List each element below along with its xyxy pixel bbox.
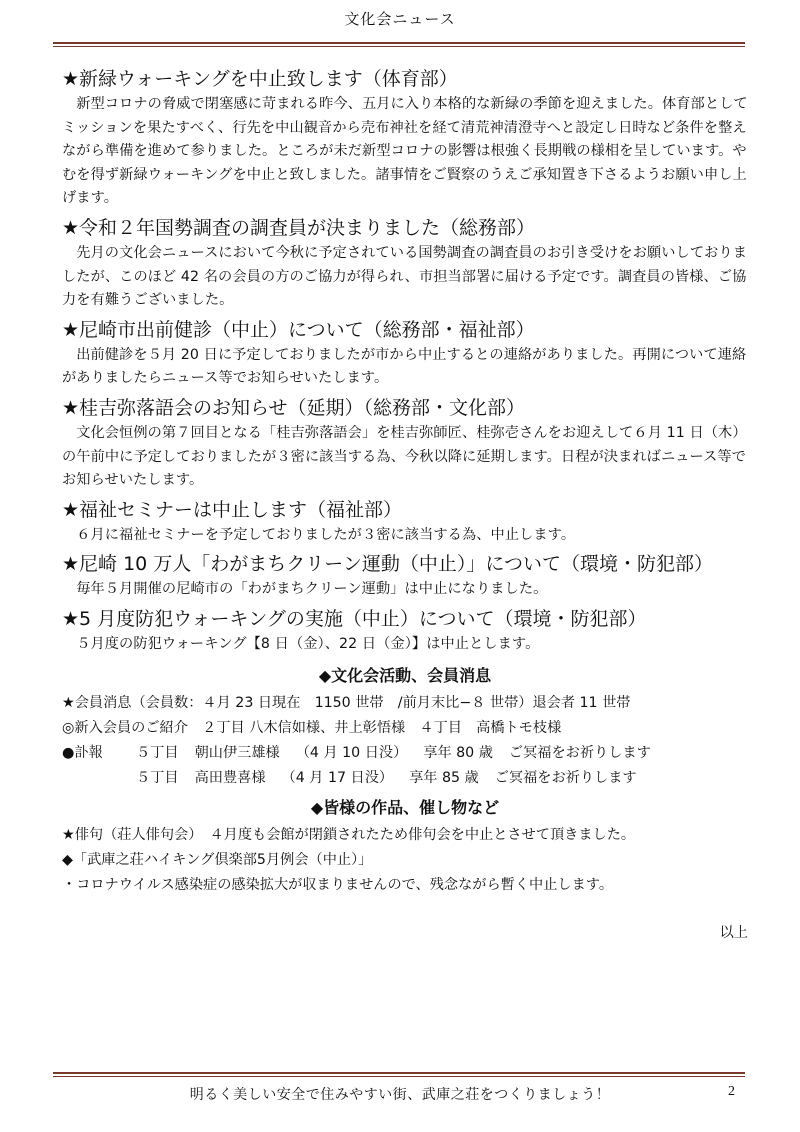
page-number: 2 bbox=[728, 1084, 735, 1099]
newsletter-title: 文化会ニュース bbox=[344, 10, 456, 28]
header-rule bbox=[53, 42, 745, 47]
obituary-age: 享年 85 歳 bbox=[409, 769, 479, 786]
section-health-check bbox=[62, 317, 748, 391]
section-census bbox=[62, 215, 748, 313]
section-body: 出前健診を５月 20 日に予定しておりましたが市から中止するとの連絡がありました。再開について連絡がありましたらニュース等でお知らせいたします。 bbox=[62, 346, 747, 387]
section-title: ★5 月度防犯ウォーキングの実施（中止）について（環境・防犯部） bbox=[62, 607, 647, 630]
obituary-block: ５丁目 bbox=[136, 769, 179, 786]
obituary-date: （4 月 10 日没） bbox=[295, 744, 408, 761]
hiking-notice: ・コロナウイルス感染症の感染拡大が収まりませんので、残念ながら暫く中止します。 bbox=[62, 876, 614, 893]
hiking-title: ◆「武庫之荘ハイキング倶楽部5月例会（中止）」 bbox=[62, 851, 373, 868]
section-title: ★福祉セミナーは中止します（福祉部） bbox=[62, 498, 403, 521]
haiku-notice: ★俳句（荘人俳句会） ４月度も会館が閉鎖されたため俳句会を中止とさせて頂きました。 bbox=[62, 826, 636, 843]
section-body: 毎年５月開催の尼崎市の「わがまちクリーン運動」は中止になりました。 bbox=[76, 581, 548, 598]
section-patrol-walking bbox=[62, 606, 748, 657]
membership-status: ★会員消息（会員数：４月 23 日現在 1150 世帯 /前月末比−８ 世帯）退会者 11 世帯 bbox=[62, 694, 631, 711]
activities-heading: ◆文化会活動、会員消息 bbox=[318, 665, 492, 685]
section-body: 先月の文化会ニュースにおいて今秋に予定されている国勢調査の調査員のお引き受けをお願いしておりましたが、このほど 42 名の会員の方のご協力が得られ、市担当部署に届ける予定です。調査員の皆様、ご協力を有難うございました。 bbox=[62, 244, 747, 309]
section-title: ★尼崎市出前健診（中止）について（総務部・福祉部） bbox=[62, 318, 535, 341]
obituary-prayer: ご冥福をお祈りします bbox=[494, 769, 637, 786]
obituary-age: 享年 80 歳 bbox=[423, 744, 493, 761]
obituary-block: ５丁目 bbox=[136, 744, 179, 761]
section-title: ★令和２年国勢調査の調査員が決まりました（総務部） bbox=[62, 216, 536, 239]
footer-rule bbox=[53, 1072, 745, 1077]
obituary-prayer: ご冥福をお祈りします bbox=[508, 744, 651, 761]
obituary-name: 朝山伊三雄様 bbox=[194, 744, 280, 761]
obituary-row bbox=[62, 766, 748, 791]
obituary-row bbox=[62, 741, 748, 766]
section-body: 新型コロナの脅威で閉塞感に苛まれる昨今、五月に入り本格的な新緑の季節を迎えました。体育部としてミッションを果たすべく、行先を中山観音から売布神社を経て清荒神清澄寺へと設定し日時など条件を整えながら準備を進めて参りました。ところが未だ新型コロナの影響は根強く長期戦の様相を呈しています。やむを得ず新緑ウォーキングを中止と致しました。諸事情をご賢察のうえご承知置き下さるようお願い申し上げます。 bbox=[62, 96, 748, 207]
new-members: ◎新入会員のご紹介 ２丁目 八木信如様、井上彰悟様 ４丁目 高橋トモ枝様 bbox=[62, 719, 562, 736]
section-title: ★桂吉弥落語会のお知らせ（延期）（総務部・文化部） bbox=[62, 396, 525, 419]
section-body: 文化会恒例の第７回目となる「桂吉弥落語会」を桂吉弥師匠、桂弥壱さんをお迎えして６月 11 日（木）の午前中に予定しておりましたが３密に該当する為、今秋以降に延期します。日程が決まればニュース等でお知らせいたします。 bbox=[62, 424, 747, 489]
footer-slogan: 明るく美しい安全で住みやすい街、武庫之荘をつくりましょう！ bbox=[189, 1087, 611, 1103]
section-walking bbox=[62, 66, 748, 211]
section-body: ６月に福祉セミナーを予定しておりましたが３密に該当する為、中止します。 bbox=[76, 526, 576, 543]
section-body: ５月度の防犯ウォーキング【8 日（金）、22 日（金）】は中止とします。 bbox=[76, 635, 540, 652]
closing-mark: 以上 bbox=[719, 924, 748, 941]
works-heading: ◆皆様の作品、催し物など bbox=[310, 797, 500, 817]
obituary-date: （4 月 17 日没） bbox=[281, 769, 394, 786]
section-clean-campaign bbox=[62, 551, 748, 602]
section-rakugo bbox=[62, 395, 748, 493]
obituary-label: ●訃報 bbox=[62, 744, 103, 761]
section-title: ★尼崎 10 万人「わがまちクリーン運動（中止）」について（環境・防犯部） bbox=[62, 553, 714, 576]
section-title: ★新緑ウォーキングを中止致します（体育部） bbox=[62, 68, 458, 90]
obituary-name: 高田豊喜様 bbox=[194, 769, 266, 786]
section-welfare-seminar bbox=[62, 497, 748, 548]
main-content bbox=[62, 66, 748, 942]
